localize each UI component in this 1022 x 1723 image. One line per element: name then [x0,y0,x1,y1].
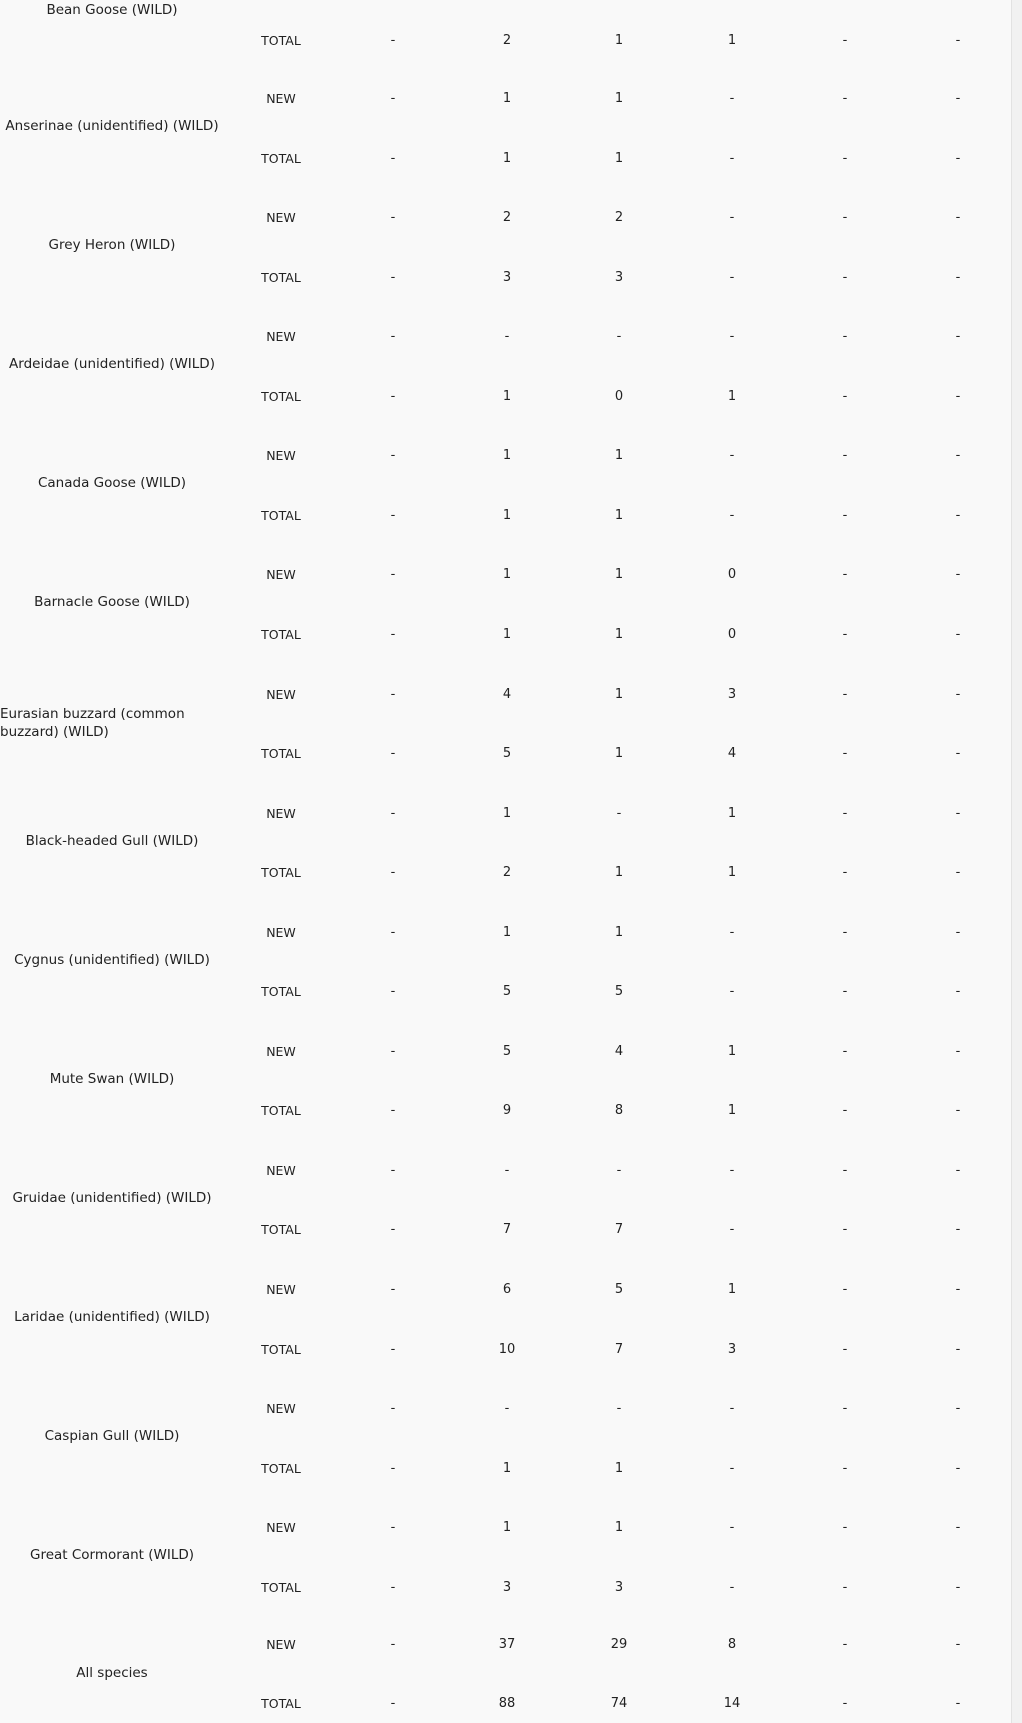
table-cell: 2 [614,210,624,226]
table-cell: 1 [614,507,624,523]
row-type-label: NEW [266,210,296,226]
table-cell: - [390,567,396,583]
table-cell: - [955,1043,961,1059]
table-cell: 1 [614,448,624,464]
table-cell: - [729,924,735,940]
table-cell: 1 [614,1520,624,1536]
table-cell: - [955,210,961,226]
table-cell: - [729,1460,735,1476]
table-cell: - [842,269,848,285]
table-cell: - [842,388,848,404]
table-cell: 5 [502,1043,512,1059]
row-type-label: TOTAL [261,1460,301,1476]
table-cell: 8 [727,1637,737,1652]
table-cell: 4 [727,746,737,761]
table-cell: - [729,984,735,1000]
row-type-label: NEW [266,1282,296,1297]
table-cell: - [729,507,735,523]
species-name: Anserinae (unidentified) (WILD) [5,118,219,134]
table-cell: - [955,1520,961,1536]
table-row [0,32,1012,50]
table-row [0,1043,1012,1061]
row-type-label: NEW [266,1043,296,1059]
table-cell: 0 [727,567,737,583]
table-cell: - [390,91,396,106]
row-type-label: TOTAL [261,746,301,761]
table-cell: - [390,507,396,523]
table-cell: - [842,805,848,821]
table-cell: - [390,1696,396,1711]
table-cell: - [390,33,396,48]
table-cell: 3 [502,269,512,285]
table-row [0,1102,1012,1120]
table-cell: - [955,1341,961,1357]
table-cell: 5 [502,984,512,1000]
table-row [0,209,1012,227]
table-cell: - [955,865,961,881]
table-cell: 7 [614,1222,624,1238]
row-type-label: TOTAL [261,33,301,48]
table-cell: - [955,269,961,285]
row-type-label: NEW [266,686,296,702]
row-type-label: TOTAL [261,1579,301,1595]
table-cell: - [955,91,961,106]
table-cell: - [842,1637,848,1652]
table-cell: - [955,150,961,166]
table-row [0,1162,1012,1180]
table-cell: 2 [502,33,512,48]
table-cell: - [390,805,396,821]
species-name: Great Cormorant (WILD) [29,1547,195,1564]
table-row [0,447,1012,465]
species-name: Canada Goose (WILD) [37,475,187,492]
table-cell: 4 [614,1043,624,1059]
table-cell: - [842,1520,848,1536]
table-cell: - [955,1696,961,1711]
table-cell: 1 [614,150,624,166]
table-cell: - [390,388,396,404]
table-cell: - [390,448,396,464]
table-cell: 7 [502,1222,512,1238]
table-cell: 1 [614,924,624,940]
table-cell: 1 [727,33,737,48]
table-cell: - [955,507,961,523]
table-cell: - [842,1043,848,1059]
table-cell: - [616,1401,622,1417]
table-cell: - [842,507,848,523]
table-cell: - [390,865,396,881]
table-cell: - [729,269,735,285]
table-cell: 7 [614,1341,624,1357]
table-cell: - [842,33,848,48]
table-cell: - [955,626,961,642]
table-cell: 3 [727,686,737,702]
table-cell: - [390,329,396,345]
row-type-label: NEW [266,805,296,821]
table-cell: 1 [614,33,624,48]
table-row [0,269,1012,287]
table-cell: - [390,1341,396,1357]
species-name: Mute Swan (WILD) [49,1070,175,1087]
table-cell: 1 [502,626,512,642]
table-cell: - [390,1043,396,1059]
table-cell: - [955,329,961,345]
table-cell: 29 [610,1637,628,1652]
table-cell: - [842,329,848,345]
row-type-label: NEW [266,567,296,583]
table-cell: - [842,1579,848,1595]
table-cell: - [729,329,735,345]
table-cell: - [842,1222,848,1238]
table-cell: - [390,1401,396,1417]
table-cell: 1 [502,1460,512,1476]
table-cell: - [955,686,961,702]
table-cell: - [616,1162,622,1178]
table-cell: 1 [727,388,737,404]
table-cell: - [504,1162,510,1178]
table-cell: 1 [502,805,512,821]
species-name: Barnacle Goose (WILD) [34,594,190,611]
table-row [0,1281,1012,1299]
table-row [0,566,1012,584]
table-row [0,1400,1012,1418]
row-type-label: TOTAL [261,150,301,166]
table-row [0,150,1012,168]
table-cell: 6 [502,1282,512,1297]
table-cell: - [729,1579,735,1595]
table-cell: - [842,984,848,1000]
row-type-label: NEW [266,1637,296,1652]
table-cell: 2 [502,865,512,881]
table-cell: 8 [614,1103,624,1119]
table-cell: - [842,567,848,583]
table-cell: - [390,269,396,285]
table-cell: - [955,1222,961,1238]
table-cell: - [729,1520,735,1536]
table-cell: 1 [727,1282,737,1297]
table-cell: - [842,210,848,226]
table-cell: 1 [502,388,512,404]
table-cell: 10 [498,1341,516,1357]
table-cell: - [390,1520,396,1536]
table-cell: - [842,1401,848,1417]
species-name: Grey Heron (WILD) [48,237,176,254]
table-row [0,328,1012,346]
table-cell: - [842,1162,848,1178]
table-cell: - [955,746,961,761]
table-cell: - [390,924,396,940]
table-row [0,1579,1012,1597]
table-cell: 3 [614,1579,624,1595]
table-cell: 1 [727,805,737,821]
table-cell: - [390,1579,396,1595]
table-cell: 1 [614,865,624,881]
table-cell: - [842,686,848,702]
table-cell: 9 [502,1103,512,1119]
row-type-label: NEW [266,448,296,464]
table-cell: - [955,1401,961,1417]
table-cell: 5 [614,1282,624,1297]
table-cell: 88 [498,1696,516,1711]
table-row [0,983,1012,1001]
row-type-label: TOTAL [261,507,301,523]
table-cell: 1 [614,1460,624,1476]
table-row [0,1221,1012,1239]
row-type-label: TOTAL [261,984,301,1000]
row-type-label: TOTAL [261,865,301,881]
table-cell: - [390,686,396,702]
row-type-label: NEW [266,1520,296,1536]
table-cell: - [842,1282,848,1297]
table-cell: - [842,746,848,761]
table-cell: - [955,388,961,404]
table-cell: - [842,1696,848,1711]
table-cell: 74 [610,1696,628,1711]
species-name: Gruidae (unidentified) (WILD) [12,1189,212,1206]
table-row [0,924,1012,942]
table-cell: 1 [614,686,624,702]
table-cell: 1 [614,567,624,583]
row-type-label: TOTAL [261,626,301,642]
table-cell: - [390,1637,396,1652]
table-row [0,507,1012,525]
table-cell: - [842,626,848,642]
table-cell: - [955,567,961,583]
table-row [0,626,1012,644]
table-row [0,388,1012,406]
species-name: All species [76,1665,148,1681]
table-cell: 1 [614,746,624,761]
table-row [0,90,1012,108]
table-cell: - [842,91,848,106]
table-row [0,745,1012,763]
table-cell: 4 [502,686,512,702]
species-name: Eurasian buzzard (common buzzard) (WILD) [0,705,185,740]
table-cell: - [616,329,622,345]
row-type-label: NEW [266,924,296,940]
table-cell: - [390,1222,396,1238]
table-cell: 1 [502,924,512,940]
table-cell: - [729,91,735,106]
table-cell: 1 [502,91,512,106]
table-cell: 1 [614,91,624,106]
table-cell: 14 [723,1696,741,1711]
table-row [0,1695,1012,1713]
table-cell: - [504,329,510,345]
table-cell: 1 [727,865,737,881]
table-cell: 0 [727,626,737,642]
table-cell: - [955,448,961,464]
species-name: Caspian Gull (WILD) [44,1428,180,1445]
species-name: Ardeidae (unidentified) (WILD) [9,356,215,373]
table-row [0,864,1012,882]
table-cell: - [842,1341,848,1357]
table-cell: - [955,924,961,940]
vertical-scrollbar[interactable] [1011,0,1022,1723]
table-cell: 5 [502,746,512,761]
table-cell: 0 [614,388,624,404]
table-cell: 2 [502,210,512,226]
table-cell: 3 [614,269,624,285]
row-type-label: TOTAL [261,1341,301,1357]
table-cell: 5 [614,984,624,1000]
table-cell: - [390,1162,396,1178]
table-cell: 3 [502,1579,512,1595]
row-type-label: TOTAL [261,1696,301,1711]
species-name: Bean Goose (WILD) [46,2,178,18]
table-cell: - [842,1460,848,1476]
table-cell: - [390,1460,396,1476]
table-row [0,1636,1012,1654]
table-cell: - [390,984,396,1000]
table-cell: - [390,210,396,226]
table-cell: - [390,1282,396,1297]
table-cell: - [729,210,735,226]
table-cell: - [955,1282,961,1297]
row-type-label: NEW [266,1401,296,1417]
species-name: Laridae (unidentified) (WILD) [14,1309,210,1325]
table-cell: - [390,1103,396,1119]
table-cell: - [729,150,735,166]
table-cell: 1 [502,507,512,523]
species-name: Black-headed Gull (WILD) [25,832,199,849]
table-cell: - [729,1401,735,1417]
table-cell: - [955,984,961,1000]
table-cell: - [955,805,961,821]
table-cell: - [842,924,848,940]
row-type-label: TOTAL [261,1222,301,1238]
table-cell: - [729,1162,735,1178]
table-cell: - [390,626,396,642]
table-cell: 37 [498,1637,516,1652]
table-cell: - [842,150,848,166]
table-cell: 1 [727,1103,737,1119]
table-cell: - [955,33,961,48]
table-cell: 1 [502,150,512,166]
row-type-label: NEW [266,1162,296,1178]
table-row [0,686,1012,704]
row-type-label: TOTAL [261,1103,301,1119]
table-cell: - [390,150,396,166]
table-cell: - [729,448,735,464]
table-cell: - [842,865,848,881]
table-cell: - [955,1579,961,1595]
table-cell: 1 [502,448,512,464]
table-cell: - [955,1637,961,1652]
table-row [0,1519,1012,1537]
row-type-label: TOTAL [261,388,301,404]
table-cell: - [955,1460,961,1476]
table-row [0,1341,1012,1359]
table-cell: - [504,1401,510,1417]
table-cell: 1 [614,626,624,642]
row-type-label: TOTAL [261,269,301,285]
species-name: Cygnus (unidentified) (WILD) [14,951,210,968]
table-cell: - [390,746,396,761]
table-cell: - [955,1103,961,1119]
row-type-label: NEW [266,329,296,345]
table-cell: 1 [502,567,512,583]
table-cell: 3 [727,1341,737,1357]
table-cell: - [729,1222,735,1238]
table-cell: - [955,1162,961,1178]
table-cell: - [616,805,622,821]
table-cell: 1 [727,1043,737,1059]
table-row [0,1460,1012,1478]
table-cell: - [842,1103,848,1119]
row-type-label: NEW [266,91,296,106]
table-cell: - [842,448,848,464]
table-row [0,805,1012,823]
table-cell: 1 [502,1520,512,1536]
